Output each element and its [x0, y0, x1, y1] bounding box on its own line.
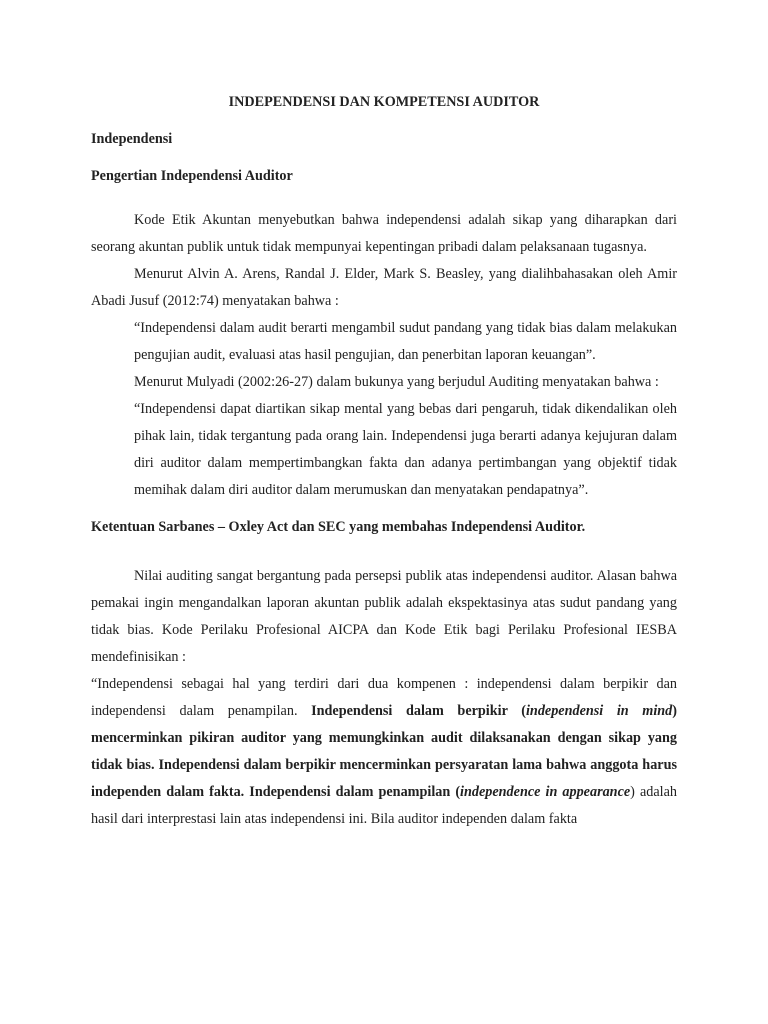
- definition-italic-2: independence in appearance: [460, 784, 631, 800]
- paragraph-mulyadi: Menurut Mulyadi (2002:26-27) dalam bukunya yang berjudul Auditing menyatakan bahwa :: [134, 374, 659, 390]
- document-title: INDEPENDENSI DAN KOMPETENSI AUDITOR: [228, 94, 540, 110]
- quote-mulyadi: “Independensi dapat diartikan sikap mental yang bebas dari pengaruh, tidak dikendalikan oleh pihak lain, tidak tergantung pada orang lain. Independensi juga berarti adanya kejujuran dalam diri auditor dalam mempertimbangkan fakta dan adanya pertimbangan yang objektif tidak memihak dalam diri auditor dalam merumuskan dan menyatakan pendapatnya”.: [134, 401, 677, 498]
- paragraph-kode-etik: Kode Etik Akuntan menyebutkan bahwa independensi adalah sikap yang diharapkan dari seorang akuntan publik untuk tidak mempunyai kepentingan pribadi dalam pelaksanaan tugasnya.: [91, 212, 677, 255]
- definition-bold-1: Independensi dalam berpikir: [311, 703, 508, 719]
- paragraph-definition: [91, 671, 677, 833]
- paragraph-arens: Menurut Alvin A. Arens, Randal J. Elder, Mark S. Beasley, yang dialihbahasakan oleh Amir Abadi Jusuf (2012:74) menyatakan bahwa :: [91, 266, 677, 309]
- definition-bold-2: Independensi dalam penampilan: [249, 784, 451, 800]
- paragraph-nilai-auditing: Nilai auditing sangat bergantung pada persepsi publik atas independensi auditor. Alasan bahwa pemakai ingin mengandalkan laporan akuntan publik adalah ekspektasinya atas sudut pandang yang tidak bias. Kode Perilaku Profesional AICPA dan Kode Etik bagi Perilaku Profesional IESBA mendefinisikan :: [91, 568, 677, 665]
- definition-paren-open-2: (: [450, 784, 461, 800]
- section-heading-sarbanes: Ketentuan Sarbanes – Oxley Act dan SEC yang membahas Independensi Auditor.: [91, 519, 586, 535]
- definition-italic-1: independensi in mind: [525, 703, 673, 719]
- definition-text-5: ) adalah hasil dari interprestasi lain atas independensi ini. Bila auditor independen dalam fakta: [91, 784, 677, 827]
- quote-arens: “Independensi dalam audit berarti mengambil sudut pandang yang tidak bias dalam melakukan pengujian audit, evaluasi atas hasil pengujian, dan penerbitan laporan keuangan”.: [134, 320, 677, 363]
- definition-paren-open-1: (: [507, 703, 526, 719]
- document-body: [91, 89, 677, 833]
- subsection-heading: Pengertian Independensi Auditor: [91, 168, 293, 184]
- definition-text-1: “Independensi sebagai hal yang terdiri dari dua kompenen : independensi dalam berpikir dan independensi dalam penampilan.: [91, 676, 677, 719]
- definition-text-3: ) mencerminkan pikiran auditor yang memungkinkan audit dilaksanakan dengan sikap yang tidak bias. Independensi dalam berpikir mencerminkan persyaratan lama bahwa anggota harus independen dalam fakta.: [91, 703, 678, 800]
- section-heading: Independensi: [91, 131, 173, 147]
